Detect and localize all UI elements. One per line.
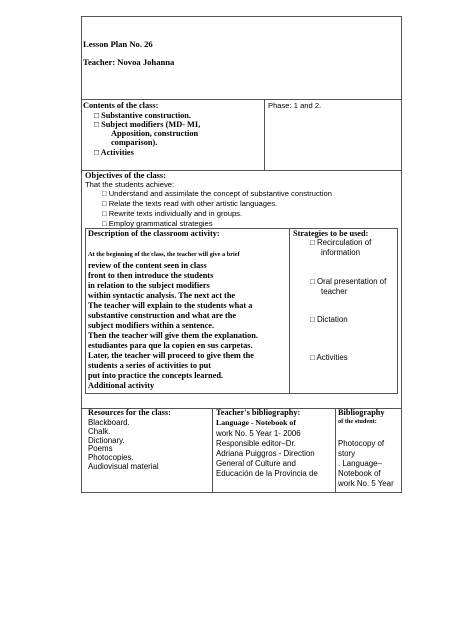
strategy-item-cont: information: [321, 248, 361, 257]
objectives-intro: That the students achieve:: [85, 180, 175, 189]
contents-item: Apposition, construction: [111, 129, 199, 138]
teacher-bibliography-line: work No. 5 Year 1- 2006: [216, 429, 301, 438]
activity-line: in relation to the subject modifiers: [88, 281, 210, 290]
strategy-item-cont: teacher: [321, 287, 348, 296]
student-bibliography-line: . Language–: [338, 459, 382, 468]
contents-row-divider: [264, 99, 265, 170]
student-bibliography-line: Notebook of: [338, 469, 381, 478]
bottom-table-divider-2: [335, 408, 336, 493]
activity-line: subject modifiers within a sentence.: [88, 321, 215, 330]
activity-line: Later, the teacher will proceed to give them the: [88, 351, 254, 360]
activity-line: review of the content seen in class: [88, 261, 207, 270]
additional-activity: Additional activity: [88, 381, 155, 390]
strategy-item: □ Oral presentation of: [310, 277, 387, 286]
activity-strategies-divider: [289, 228, 290, 394]
objective-item: □ Employ grammatical strategies: [102, 219, 213, 228]
objective-item: □ Relate the texts read with other artistic languages.: [102, 199, 278, 208]
objective-item: □ Rewrite texts individually and in groups.: [102, 209, 243, 218]
student-bibliography-line: work No. 5 Year: [338, 479, 394, 488]
student-bibliography-line: Photocopy of: [338, 439, 385, 448]
resource-item: Chalk.: [88, 427, 111, 436]
header-divider: [81, 99, 402, 100]
strategy-item: □ Dictation: [310, 315, 348, 324]
contents-item: comparison).: [111, 138, 158, 147]
teacher-name: Teacher: Novoa Johanna: [83, 57, 175, 67]
contents-title: Contents of the class:: [83, 101, 159, 110]
phase-label: Phase: 1 and 2.: [268, 101, 322, 110]
contents-item: □ Subject modifiers (MD- MI,: [94, 120, 201, 129]
student-bibliography-subtitle: of the student:: [338, 418, 377, 425]
activity-line: substantive construction and what are the: [88, 311, 237, 320]
activity-line: front to then introduce the students: [88, 271, 214, 280]
teacher-bibliography-line: Adriana Puiggros - Direction: [216, 449, 315, 458]
student-bibliography-title: Bibliography: [338, 408, 385, 417]
student-bibliography-line: story: [338, 449, 356, 458]
activity-line: estudiantes para que la copien en sus carpetas.: [88, 341, 253, 350]
teacher-bibliography-line: Responsible editor–Dr.: [216, 439, 296, 448]
bottom-table-divider-1: [212, 408, 213, 493]
strategies-title: Strategies to be used:: [293, 229, 369, 238]
activity-line: The teacher will explain to the students what a: [88, 301, 253, 310]
activity-line: Then the teacher will give them the explanation.: [88, 331, 258, 340]
teacher-bibliography-line: Language - Notebook of: [216, 418, 296, 427]
activity-intro: At the beginning of the class, the teacher will give a brief: [88, 251, 240, 258]
lesson-plan-page: [81, 16, 402, 493]
resource-item: Poems: [88, 444, 113, 453]
lesson-plan-number: Lesson Plan No. 26: [83, 39, 153, 49]
objectives-title: Objectives of the class:: [85, 171, 166, 180]
objective-item: □ Understand and assimilate the concept of substantive construction: [102, 189, 332, 198]
resource-item: Audiovisual material: [88, 462, 159, 471]
strategy-item: □ Recirculation of: [310, 238, 372, 247]
contents-item: □ Activities: [94, 148, 134, 157]
teacher-bibliography-line: Educación de la Provincia de: [216, 469, 318, 478]
activity-line: within syntactic analysis. The next act the: [88, 291, 236, 300]
teacher-bibliography-line: General of Culture and: [216, 459, 296, 468]
activity-title: Description of the classroom activity:: [88, 229, 220, 238]
contents-item: □ Substantive construction.: [94, 111, 191, 120]
resource-item: Blackboard.: [88, 418, 130, 427]
resource-item: Dictionary.: [88, 436, 125, 445]
activity-line: students a series of activities to put: [88, 361, 212, 370]
teacher-bibliography-title: Teacher's bibliography:: [216, 408, 301, 417]
activity-line: put into practice the concepts learned.: [88, 371, 224, 380]
strategy-item: □ Activities: [310, 353, 348, 362]
resources-title: Resources for the class:: [88, 408, 171, 417]
resource-item: Photocopies.: [88, 453, 134, 462]
